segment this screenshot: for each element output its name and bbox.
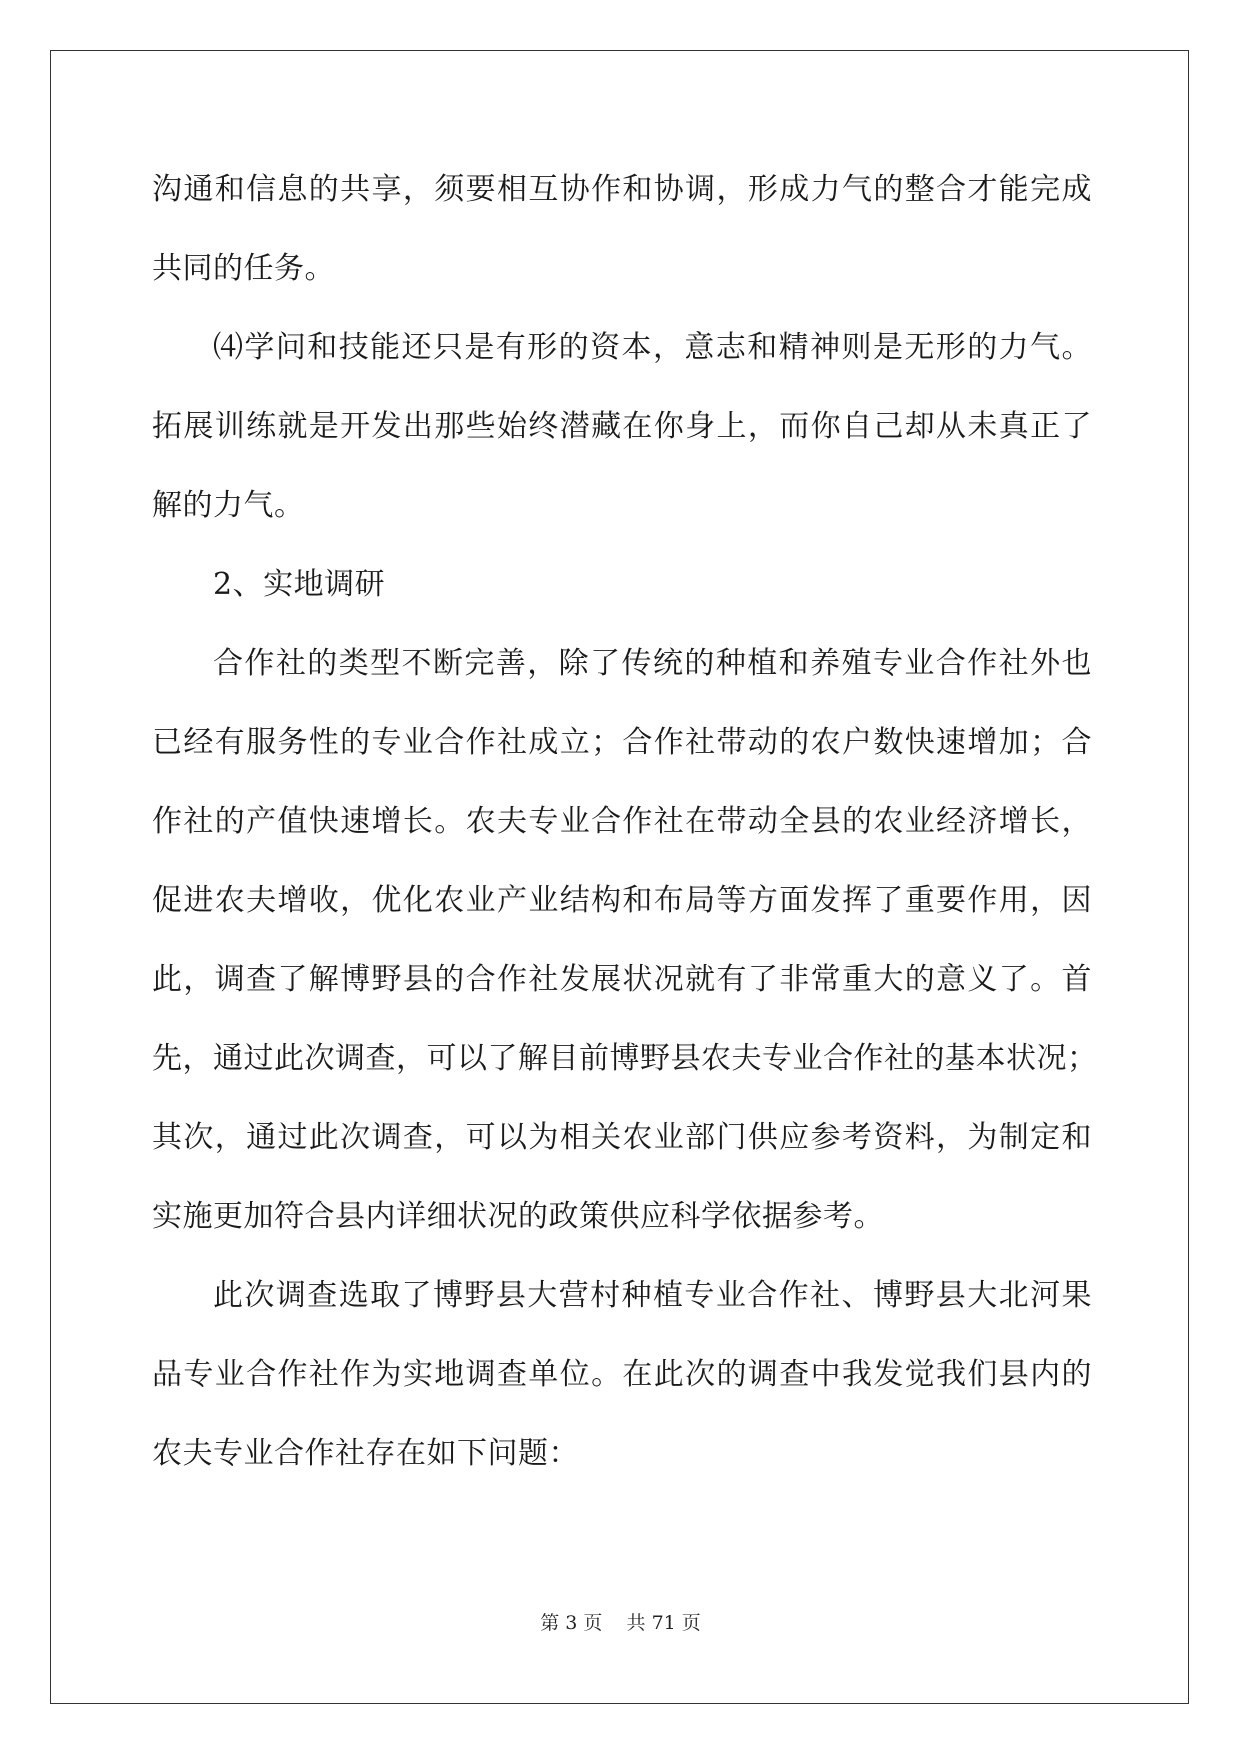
page-footer bbox=[0, 1608, 1241, 1635]
text-line: 解的力气。 bbox=[152, 488, 305, 523]
text-line: 共同的任务。 bbox=[152, 251, 335, 286]
page-number: 第 3 页 bbox=[540, 1612, 603, 1634]
text-line: 合作社的类型不断完善，除了传统的种植和养殖专业合作社外也 bbox=[213, 646, 1092, 681]
text-line: 实施更加符合县内详细状况的政策供应科学依据参考。 bbox=[152, 1199, 884, 1234]
text-line: 先，通过此次调查，可以了解目前博野县农夫专业合作社的基本状况； bbox=[152, 1041, 1098, 1076]
text-line: 沟通和信息的共享，须要相互协作和协调，形成力气的整合才能完成 bbox=[152, 172, 1092, 207]
text-line: 此，调查了解博野县的合作社发展状况就有了非常重大的意义了。首 bbox=[152, 962, 1092, 997]
text-line: 农夫专业合作社存在如下问题： bbox=[152, 1436, 579, 1471]
section-heading: 2、实地调研 bbox=[213, 567, 386, 602]
text-line: 其次，通过此次调查，可以为相关农业部门供应参考资料，为制定和 bbox=[152, 1120, 1092, 1155]
text-line: 促进农夫增收，优化农业产业结构和布局等方面发挥了重要作用，因 bbox=[152, 883, 1092, 918]
text-line: 作社的产值快速增长。农夫专业合作社在带动全县的农业经济增长， bbox=[152, 804, 1092, 839]
page-total: 共 71 页 bbox=[626, 1612, 701, 1634]
text-line: 拓展训练就是开发出那些始终潜藏在你身上，而你自己却从未真正了 bbox=[152, 409, 1092, 444]
text-line: 品专业合作社作为实地调查单位。在此次的调查中我发觉我们县内的 bbox=[152, 1357, 1092, 1392]
text-line: 此次调查选取了博野县大营村种植专业合作社、博野县大北河果 bbox=[213, 1278, 1092, 1313]
text-line: 已经有服务性的专业合作社成立；合作社带动的农户数快速增加；合 bbox=[152, 725, 1092, 760]
document-body bbox=[152, 160, 1098, 1503]
text-line: ⑷学问和技能还只是有形的资本，意志和精神则是无形的力气。 bbox=[213, 330, 1092, 365]
